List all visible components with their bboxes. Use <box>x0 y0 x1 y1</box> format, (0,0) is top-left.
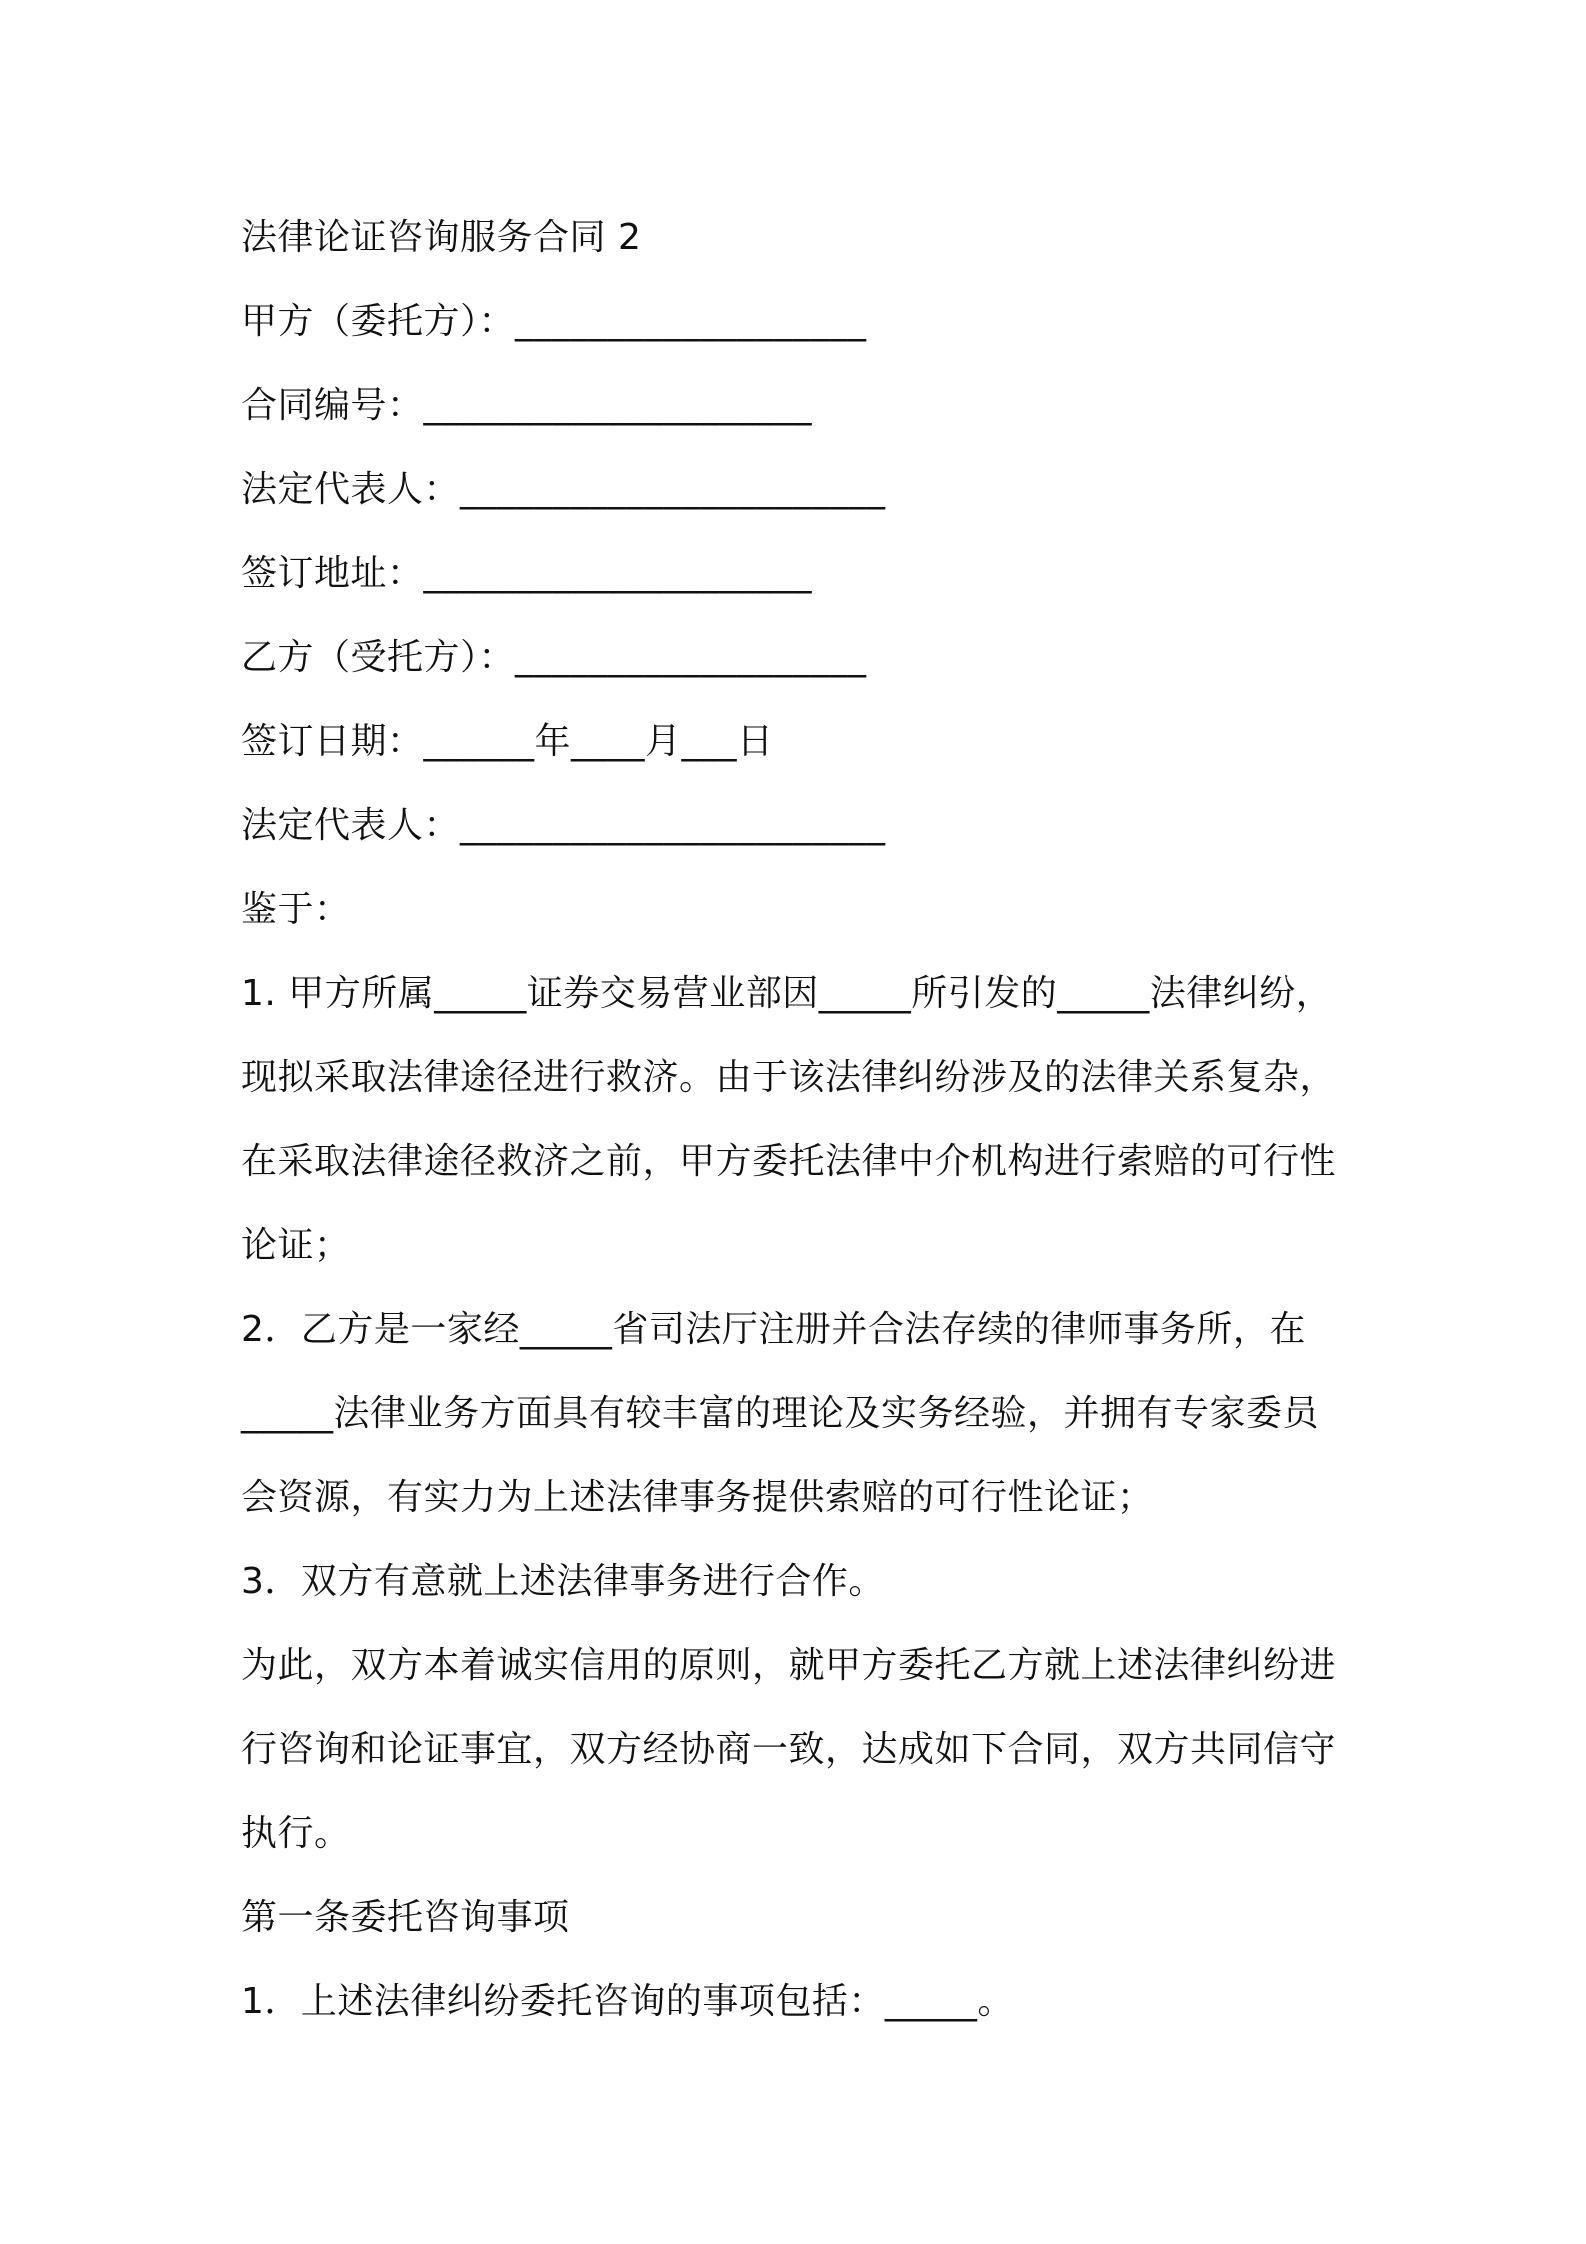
article-heading: 第一条委托咨询事项 <box>241 1897 570 1938</box>
field-signing-address: 签订地址：_____________________ <box>241 553 813 594</box>
document-title: 法律论证咨询服务合同 2 <box>241 217 642 258</box>
recital-line: 1. 甲方所属_____证券交易营业部因_____所引发的_____法律纠纷， <box>241 973 1333 1014</box>
purpose-line: 行咨询和论证事宜，双方经协商一致，达成如下合同，双方共同信守 <box>241 1729 1337 1770</box>
field-party-a: 甲方（委托方）：___________________ <box>241 301 867 342</box>
recital-line: 现拟采取法律途径进行救济。由于该法律纠纷涉及的法律关系复杂， <box>241 1057 1337 1098</box>
recital-line: 论证； <box>241 1225 351 1266</box>
recital-line: 3．双方有意就上述法律事务进行合作。 <box>241 1561 885 1602</box>
purpose-line: 为此，双方本着诚实信用的原则，就甲方委托乙方就上述法律纠纷进 <box>241 1645 1337 1686</box>
field-party-b: 乙方（受托方）：___________________ <box>241 637 867 678</box>
recital-line: 在采取法律途径救济之前，甲方委托法律中介机构进行索赔的可行性 <box>241 1141 1337 1182</box>
field-legal-rep-b: 法定代表人：_______________________ <box>241 805 886 846</box>
recital-line: _____法律业务方面具有较丰富的理论及实务经验，并拥有专家委员 <box>241 1393 1320 1434</box>
field-contract-number: 合同编号：_____________________ <box>241 385 813 426</box>
article-item: 1．上述法律纠纷委托咨询的事项包括：_____。 <box>241 1981 1014 2022</box>
recitals-heading: 鉴于： <box>241 889 351 930</box>
field-legal-rep-a: 法定代表人：_______________________ <box>241 469 886 510</box>
field-signing-date: 签订日期：______年____月___日 <box>241 721 774 762</box>
recital-line: 2．乙方是一家经_____省司法厅注册并合法存续的律师事务所，在 <box>241 1309 1306 1350</box>
document-page <box>241 196 1371 2044</box>
recital-line: 会资源，有实力为上述法律事务提供索赔的可行性论证； <box>241 1477 1154 1518</box>
purpose-line: 执行。 <box>241 1813 351 1854</box>
